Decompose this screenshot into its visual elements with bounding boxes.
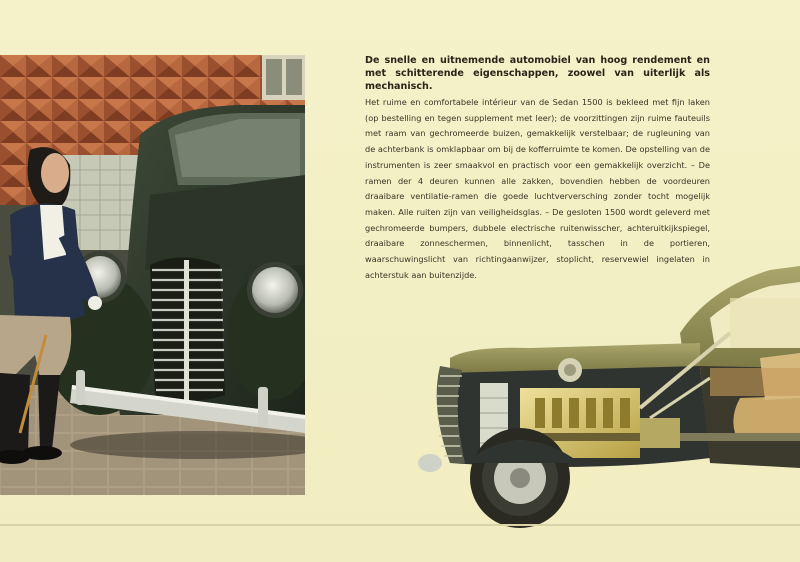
cutaway-car-illustration — [410, 258, 800, 528]
article-body: Het ruime en comfortabele intérieur van de Sedan 1500 is bekleed met fijn laken (op bestelling en tegen supplement met leer); de voorzittingen zijn ruime fauteuils met raam van gechromeerde buizen, gemakkelijk verstelbaar; de rugleuning van de achterbank is omklapbaar om bij de kofferruimte te komen. De opstelling van de instrumenten is zeer smaakvol en practisch voor een gemakkelijk overzicht. – De ramen der 4 deuren kunnen alle zakken, bovendien hebben de voordeuren draaibare ventilatie-ramen die goede luchtverversching zonder tocht mogelijk maken. Alle ruiten zijn van veiligheidsglas. – De gesloten 1500 wordt geleverd met gechromeerde bumpers, dubbele electrische ruitenwisscher, achteruitkijkspiegel, draaibare zonneschermen, binnenlicht, tasschen in de portieren, waarschuwingslicht van richtingaanwijzer, stoplicht, reservewiel ingelaten in achterstuk aan buitenzijde. — [365, 97, 710, 280]
cutaway-car-drawing — [410, 258, 800, 528]
page-fold-line — [0, 524, 800, 526]
photo-woman-with-car — [0, 55, 305, 495]
photo-illustration — [0, 55, 305, 495]
article-headline: De snelle en uitnemende automobiel van hoog rendement en met schitterende eigenschappen, zoowel van uiterlijk als mechanisch. — [365, 55, 710, 92]
